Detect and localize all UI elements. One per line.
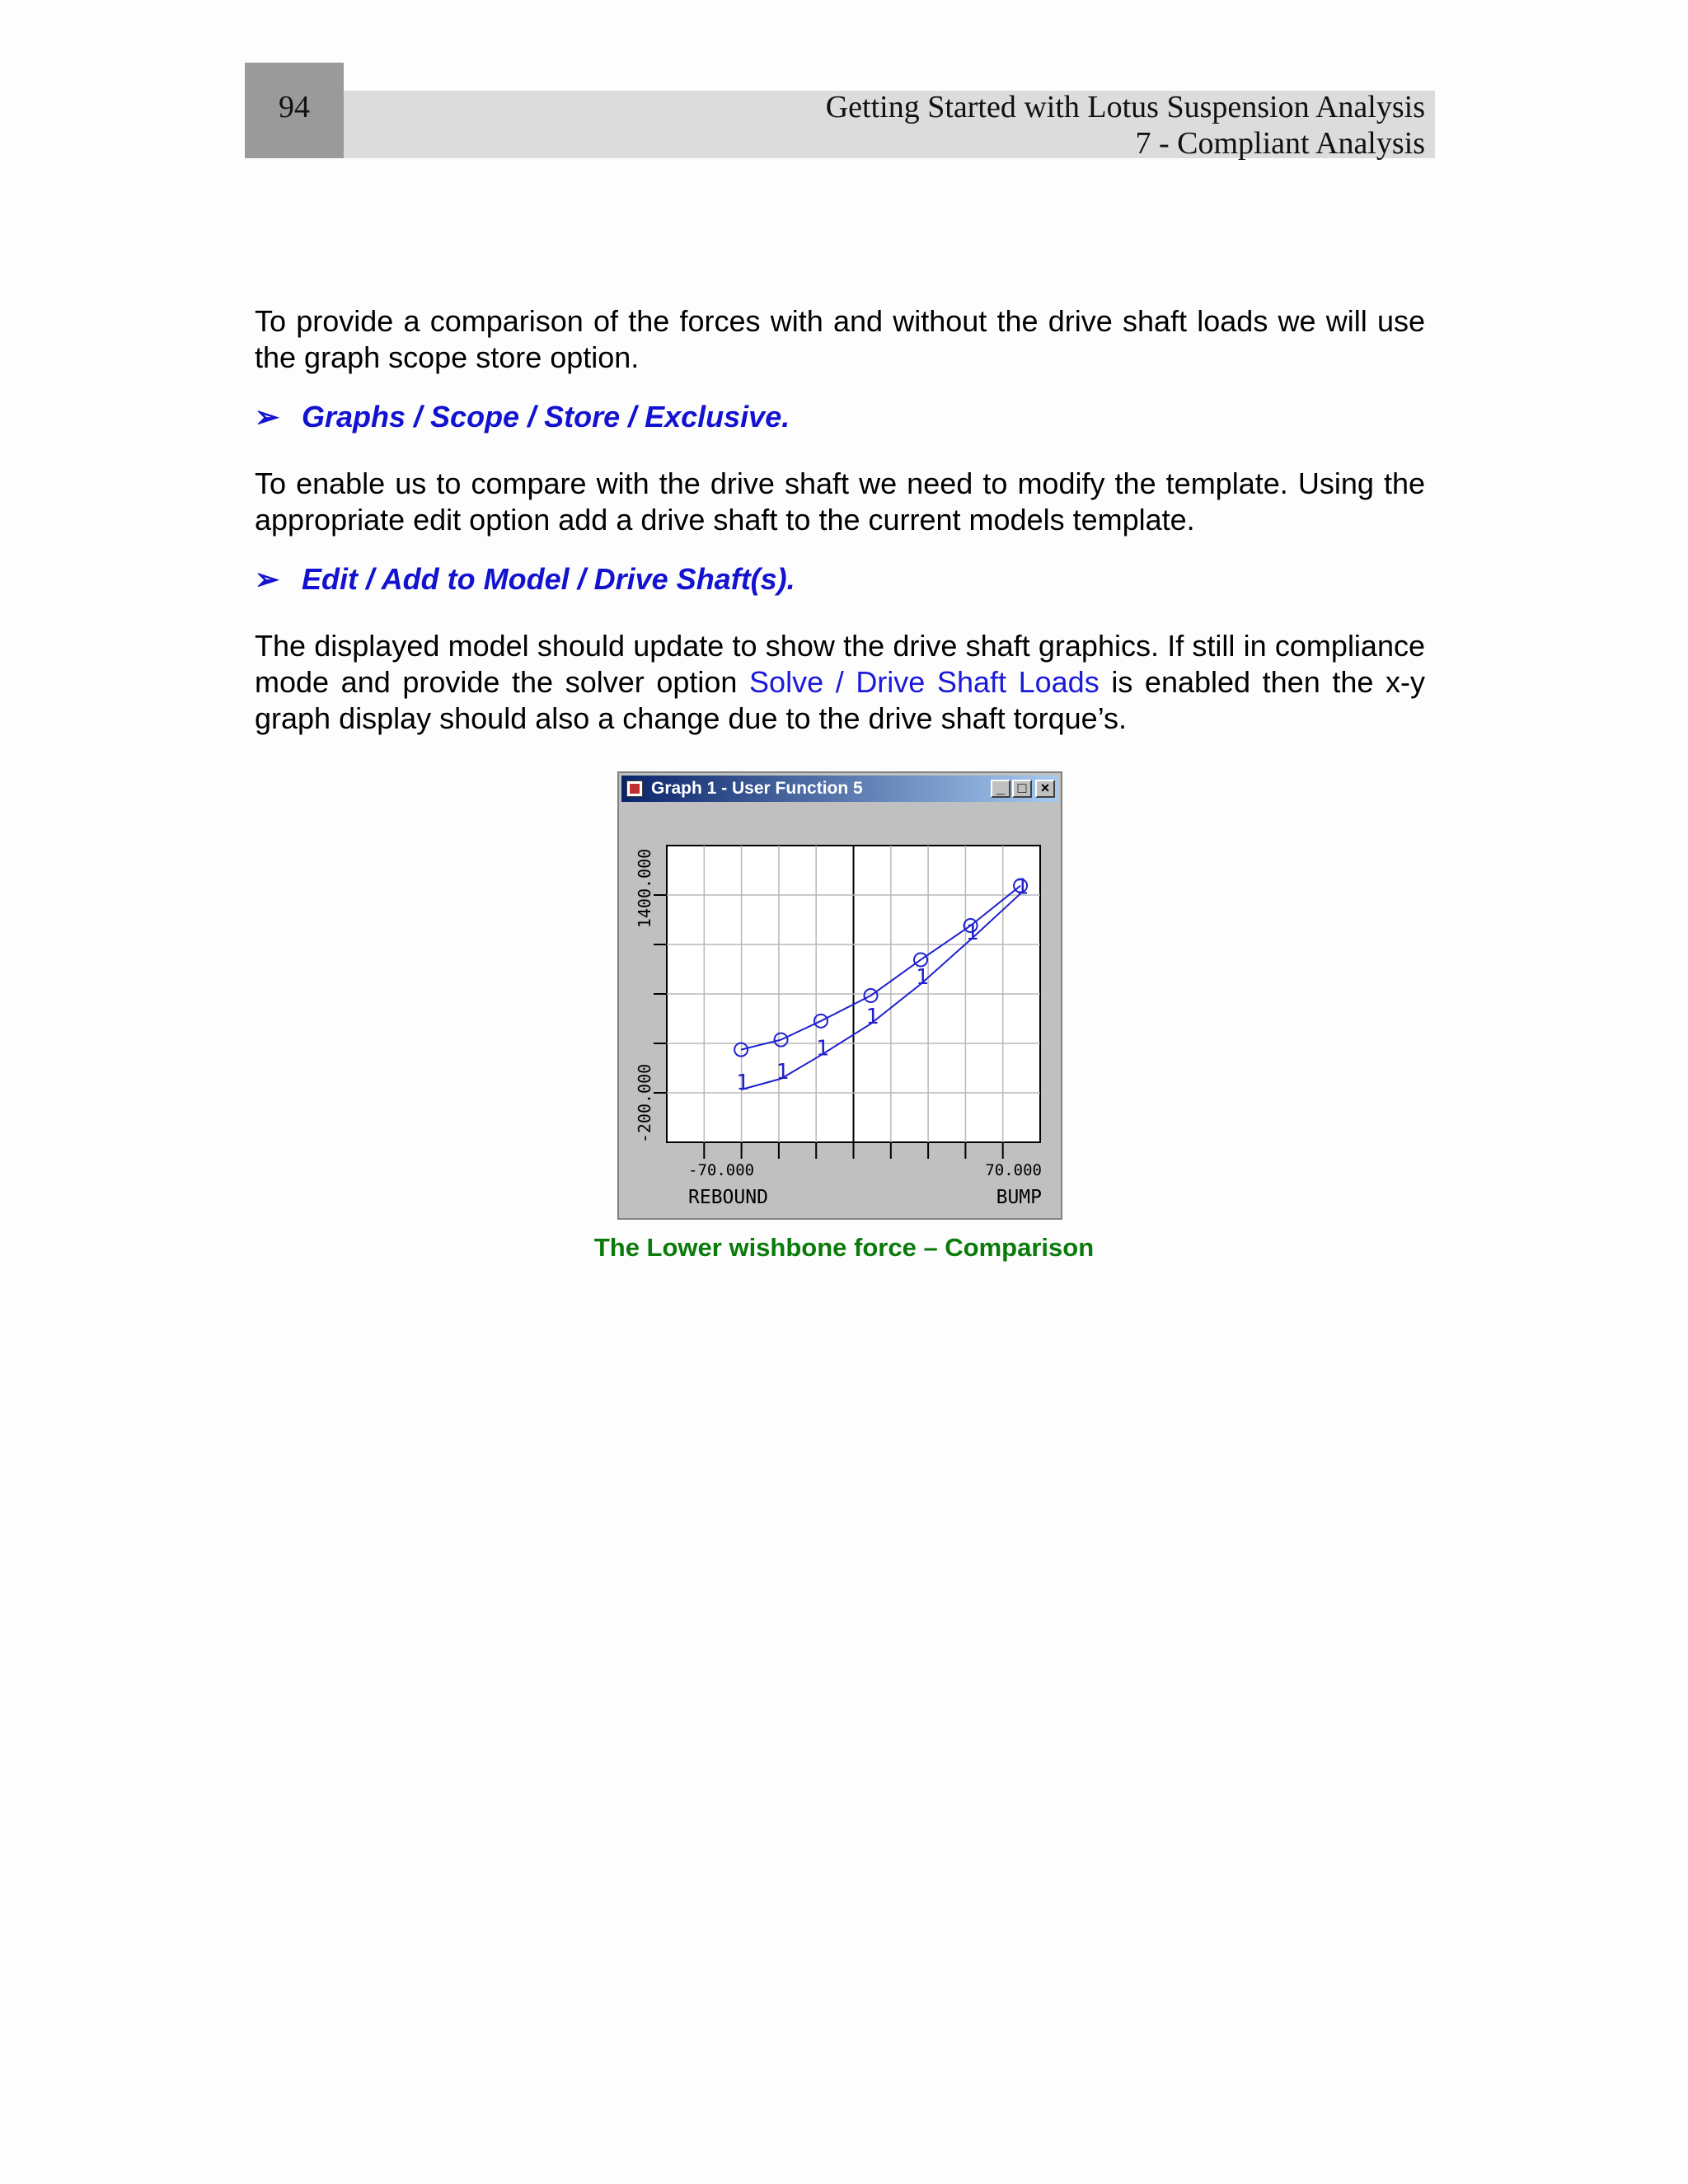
solver-option-link[interactable]: Solve / Drive Shaft Loads bbox=[749, 665, 1100, 699]
graph-window[interactable] bbox=[617, 771, 1062, 1220]
x-tick-label: -70.000 bbox=[688, 1161, 755, 1179]
data-point-marker: 1 bbox=[916, 965, 929, 991]
chapter-title: 7 - Compliant Analysis bbox=[1135, 126, 1425, 161]
minimize-button[interactable]: _ bbox=[991, 780, 1010, 798]
data-point-marker: 1 bbox=[815, 1036, 829, 1062]
paragraph-drive-shaft bbox=[255, 628, 1425, 737]
maximize-button[interactable]: □ bbox=[1012, 780, 1032, 798]
x-end-label-rebound: REBOUND bbox=[688, 1187, 768, 1208]
data-point-marker: 1 bbox=[965, 921, 979, 946]
menu-path-text: Graphs / Scope / Store / Exclusive. bbox=[302, 400, 790, 434]
paragraph-scope-store: To provide a comparison of the forces with and without the drive shaft loads we will use the graph scope store option. bbox=[255, 304, 1425, 374]
menu-path-text: Edit / Add to Model / Drive Shaft(s). bbox=[302, 562, 795, 596]
menu-path-edit bbox=[255, 561, 795, 598]
data-point-marker: 1 bbox=[776, 1059, 790, 1085]
graph-plot[interactable] bbox=[619, 773, 1061, 1218]
page-number: 94 bbox=[279, 90, 310, 124]
book-title: Getting Started with Lotus Suspension Analysis bbox=[825, 90, 1425, 124]
data-point-marker: 1 bbox=[736, 1071, 749, 1096]
window-title: Graph 1 - User Function 5 bbox=[651, 779, 863, 798]
x-end-label-bump: BUMP bbox=[996, 1187, 1042, 1208]
figure-caption: The Lower wishbone force – Comparison bbox=[593, 1233, 1095, 1262]
y-tick-label: 1400.000 bbox=[635, 848, 654, 929]
arrow-bullet-icon: ➢ bbox=[255, 400, 280, 434]
paragraph-text: is enabled then the x-y graph display should also a change due to the drive shaft torque’s. bbox=[255, 665, 1425, 735]
x-tick-label: 70.000 bbox=[985, 1161, 1042, 1179]
data-point-marker: 1 bbox=[865, 1005, 879, 1030]
close-button[interactable]: × bbox=[1035, 780, 1055, 798]
y-tick-label: -200.000 bbox=[635, 1063, 654, 1144]
paragraph-template: To enable us to compare with the drive shaft we need to modify the template. Using the appropriate edit option add a drive shaft to the current models template. bbox=[255, 466, 1425, 537]
paragraph-text: The displayed model should update to show the drive shaft graphics. If still in compliance mode and provide the solver option bbox=[255, 629, 1425, 699]
menu-path-graphs bbox=[255, 399, 790, 435]
arrow-bullet-icon: ➢ bbox=[255, 562, 280, 596]
data-point-marker: 1 bbox=[1015, 874, 1029, 900]
